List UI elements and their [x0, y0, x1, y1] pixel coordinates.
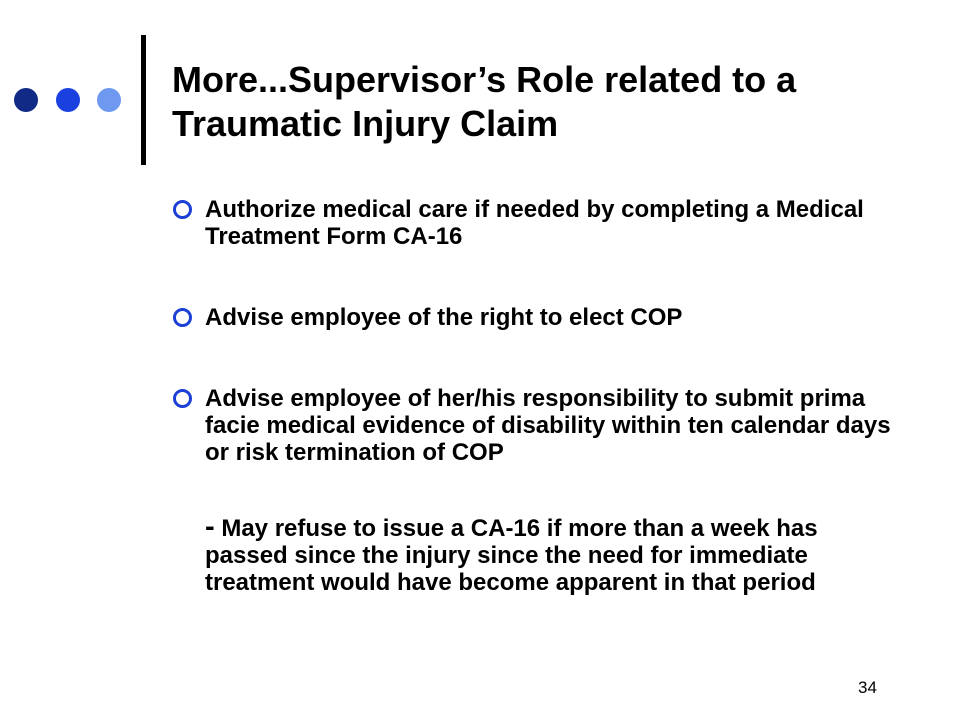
- dot-medium-icon: [56, 88, 80, 112]
- bullet-text: Authorize medical care if needed by completing a Medical Treatment Form CA-16: [205, 196, 864, 250]
- bullet-circle-icon: [173, 389, 192, 408]
- slide-title: More...Supervisor’s Role related to a Traumatic Injury Claim: [172, 59, 797, 144]
- dot-light-icon: [97, 88, 121, 112]
- sub-point-text: May refuse to issue a CA-16 if more than a week has passed since the injury since the need for immediate treatment would have become apparent in that period: [205, 515, 818, 596]
- bullet-list: [172, 196, 912, 466]
- dot-dark-icon: [14, 88, 38, 112]
- bullet-item: [172, 196, 912, 250]
- bullet-circle-icon: [173, 200, 192, 219]
- bullet-item: [172, 385, 912, 466]
- sub-point: [205, 511, 905, 596]
- bullet-text: Advise employee of her/his responsibility to submit prima facie medical evidence of disability within ten calendar days or risk termination of COP: [205, 385, 891, 466]
- title-divider-bar: [141, 35, 146, 165]
- bullet-item: [172, 304, 912, 331]
- decorative-dots: [14, 88, 124, 114]
- bullet-circle-icon: [173, 308, 192, 327]
- bullet-text: Advise employee of the right to elect COP: [205, 304, 683, 331]
- sub-point-dash: -: [205, 511, 215, 543]
- page-number: 34: [858, 678, 877, 697]
